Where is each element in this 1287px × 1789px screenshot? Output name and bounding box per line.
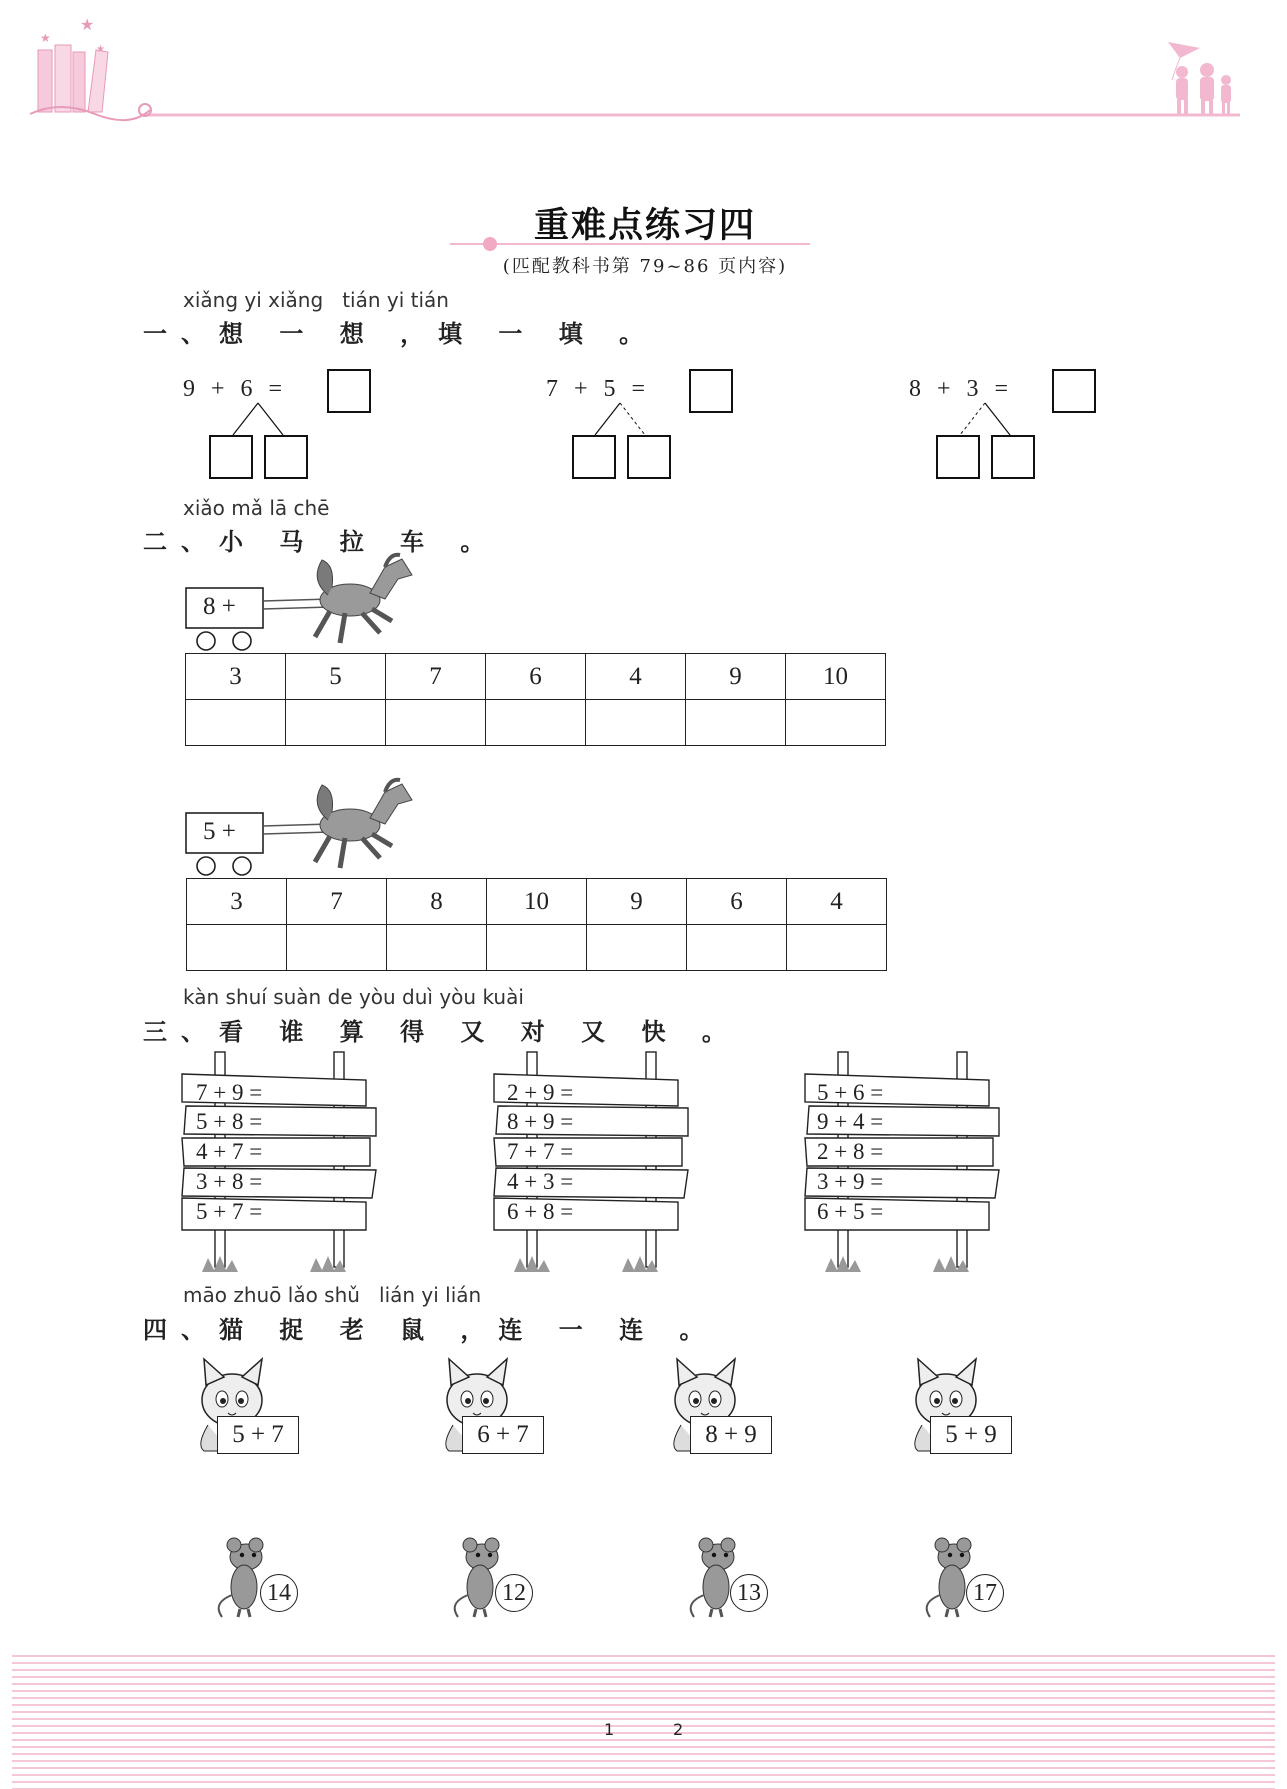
sign-expression: 6 + 8 = xyxy=(507,1199,574,1224)
cat-expression-card[interactable]: 5 + 7 xyxy=(217,1416,299,1454)
split-box-right[interactable] xyxy=(627,435,671,479)
sign-expression: 8 + 9 = xyxy=(507,1109,574,1134)
operand-cell: 7 xyxy=(386,654,486,700)
page-title: 重难点练习四 xyxy=(533,205,756,246)
answer-cell[interactable] xyxy=(787,925,887,971)
operand-cell: 5 xyxy=(286,654,386,700)
operand-cell: 4 xyxy=(586,654,686,700)
section1-pinyin: xiǎng yi xiǎng tián yi tián xyxy=(183,288,449,312)
cat-expression-card[interactable]: 5 + 9 xyxy=(930,1416,1012,1454)
svg-text:★: ★ xyxy=(80,15,95,34)
decompose-problem: 8 + 3 = xyxy=(909,376,1014,402)
sign-expression: 4 + 3 = xyxy=(507,1169,574,1194)
answer-cell[interactable] xyxy=(186,700,286,746)
page-number-left: 1 xyxy=(604,1720,615,1739)
cart-label: 5 + xyxy=(203,818,236,845)
svg-text:★: ★ xyxy=(96,44,105,55)
section4-heading: 四、猫 捉 老 鼠 ，连 一 连 。 xyxy=(143,1316,718,1344)
answer-cell[interactable] xyxy=(587,925,687,971)
split-box-right[interactable] xyxy=(991,435,1035,479)
operand-cell: 10 xyxy=(786,654,886,700)
title-underline xyxy=(450,236,810,252)
answer-box[interactable] xyxy=(1052,369,1096,413)
mouse-number-badge[interactable]: 12 xyxy=(495,1574,533,1612)
cat-expression-card[interactable]: 6 + 7 xyxy=(462,1416,544,1454)
answer-cell[interactable] xyxy=(187,925,287,971)
operand-row xyxy=(187,879,887,925)
sign-expression: 2 + 9 = xyxy=(507,1080,574,1105)
operand-cell: 7 xyxy=(287,879,387,925)
cat-expression-card[interactable]: 8 + 9 xyxy=(690,1416,772,1454)
cart-label: 8 + xyxy=(203,593,236,620)
operand-cell: 3 xyxy=(186,654,286,700)
operand-cell: 3 xyxy=(187,879,287,925)
answer-cell[interactable] xyxy=(386,700,486,746)
decompose-problem: 7 + 5 = xyxy=(546,376,651,402)
footer-stripes xyxy=(12,1655,1275,1789)
operand-cell: 9 xyxy=(587,879,687,925)
answer-row[interactable] xyxy=(186,700,886,746)
sign-expression: 9 + 4 = xyxy=(817,1109,884,1134)
sign-expression: 5 + 6 = xyxy=(817,1080,884,1105)
section3-heading: 三、看 谁 算 得 又 对 又 快 。 xyxy=(143,1018,740,1046)
answer-cell[interactable] xyxy=(486,700,586,746)
mouse-number-badge[interactable]: 17 xyxy=(966,1574,1004,1612)
sign-expression: 7 + 9 = xyxy=(196,1080,263,1105)
sign-expression: 2 + 8 = xyxy=(817,1139,884,1164)
sign-expression: 5 + 7 = xyxy=(196,1199,263,1224)
sign-expression: 3 + 8 = xyxy=(196,1169,263,1194)
section1-heading: 一、想 一 想 ，填 一 填 。 xyxy=(143,320,658,348)
page-subtitle: (匹配教科书第 79~86 页内容) xyxy=(502,256,788,277)
split-lines xyxy=(560,400,680,440)
split-box-left[interactable] xyxy=(936,435,980,479)
sign-expression: 3 + 9 = xyxy=(817,1169,884,1194)
decompose-problem: 9 + 6 = xyxy=(183,376,288,402)
answer-cell[interactable] xyxy=(686,700,786,746)
header-decoration xyxy=(0,0,1287,140)
section2-heading: 二、小 马 拉 车 。 xyxy=(143,528,499,556)
answer-box[interactable] xyxy=(327,369,371,413)
svg-text:★: ★ xyxy=(40,31,51,45)
operand-cell: 6 xyxy=(687,879,787,925)
section3-pinyin: kàn shuí suàn de yòu duì yòu kuài xyxy=(183,985,524,1009)
answer-row[interactable] xyxy=(187,925,887,971)
split-lines xyxy=(925,400,1045,440)
operand-cell: 10 xyxy=(487,879,587,925)
page-number-right: 2 xyxy=(673,1720,684,1739)
answer-box[interactable] xyxy=(689,369,733,413)
operand-cell: 4 xyxy=(787,879,887,925)
answer-cell[interactable] xyxy=(487,925,587,971)
split-box-left[interactable] xyxy=(209,435,253,479)
sign-expression: 7 + 7 = xyxy=(507,1139,574,1164)
addition-table xyxy=(186,878,887,971)
sign-expression: 4 + 7 = xyxy=(196,1139,263,1164)
answer-cell[interactable] xyxy=(586,700,686,746)
operand-cell: 6 xyxy=(486,654,586,700)
answer-cell[interactable] xyxy=(687,925,787,971)
sign-expression: 5 + 8 = xyxy=(196,1109,263,1134)
mouse-number-badge[interactable]: 13 xyxy=(730,1574,768,1612)
answer-cell[interactable] xyxy=(286,700,386,746)
split-box-right[interactable] xyxy=(264,435,308,479)
section4-pinyin: māo zhuō lǎo shǔ lián yi lián xyxy=(183,1283,482,1307)
split-lines xyxy=(200,400,320,440)
operand-cell: 8 xyxy=(387,879,487,925)
operand-cell: 9 xyxy=(686,654,786,700)
answer-cell[interactable] xyxy=(786,700,886,746)
answer-cell[interactable] xyxy=(287,925,387,971)
section2-pinyin: xiǎo mǎ lā chē xyxy=(183,496,330,520)
mouse-number-badge[interactable]: 14 xyxy=(260,1574,298,1612)
operand-row xyxy=(186,654,886,700)
addition-table xyxy=(185,653,886,746)
answer-cell[interactable] xyxy=(387,925,487,971)
split-box-left[interactable] xyxy=(572,435,616,479)
sign-expression: 6 + 5 = xyxy=(817,1199,884,1224)
